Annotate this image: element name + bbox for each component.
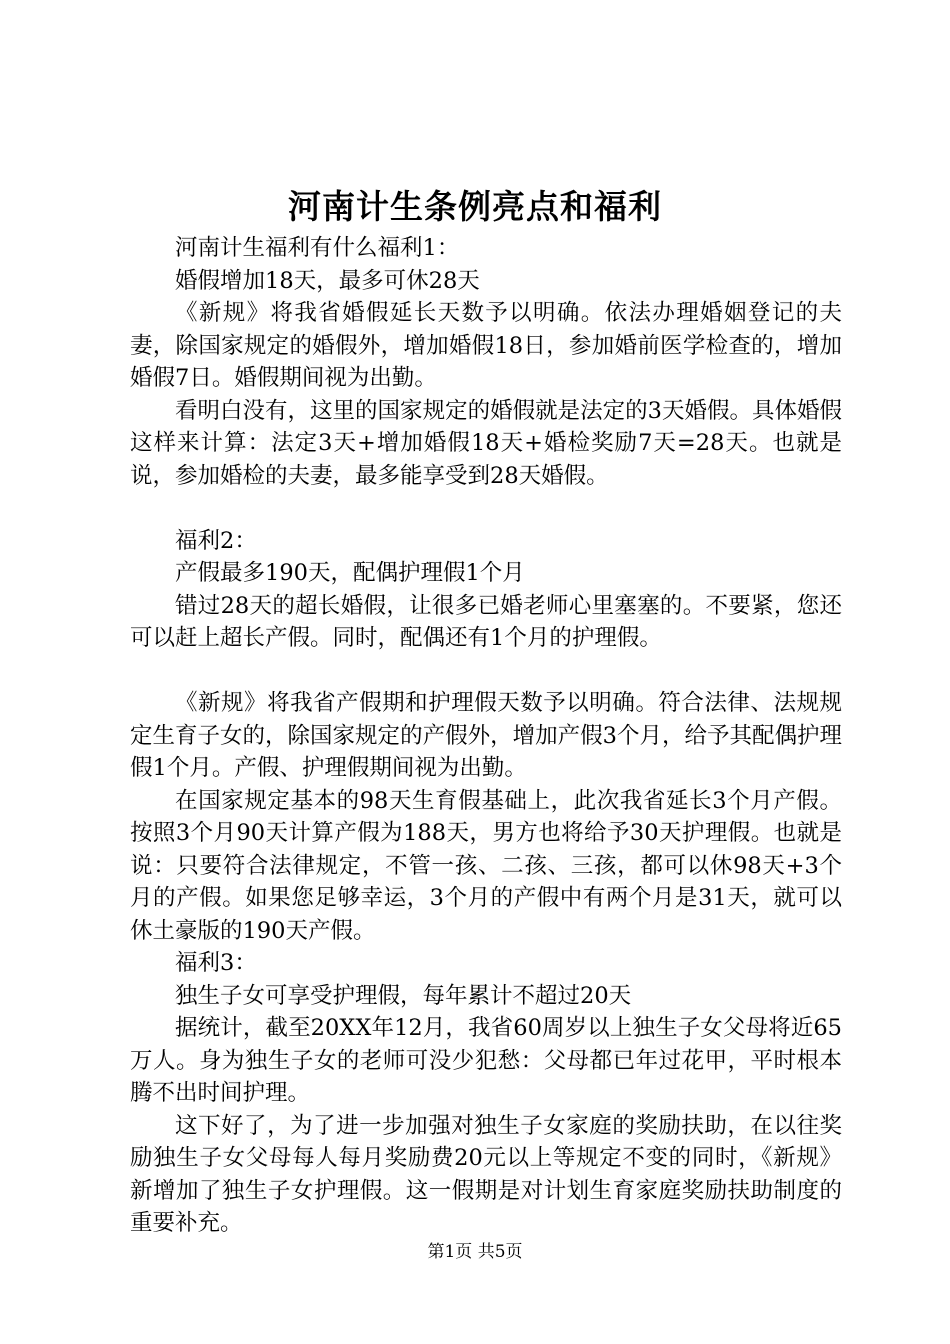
paragraph-benefit-2-heading: 福利2： [175,527,257,554]
paragraph: 看明白没有，这里的国家规定的婚假就是法定的3天婚假。具体婚假这样来计算：法定3天+增加婚假18天+婚检奖励7天=28天。也就是说，参加婚检的夫妻，最多能享受到28天婚假。 [130,397,842,489]
paragraph: 《新规》将我省婚假延长天数予以明确。依法办理婚姻登记的夫妻，除国家规定的婚假外，增加婚假18日，参加婚前医学检查的，增加婚假7日。婚假期间视为出勤。 [130,300,842,391]
paragraph-benefit-3-summary: 独生子女可享受护理假，每年累计不超过20天 [175,982,632,1009]
paragraph: 错过28天的超长婚假，让很多已婚老师心里塞塞的。不要紧，您还可以赶上超长产假。同时，配偶还有1个月的护理假。 [130,592,842,651]
document-title: 河南计生条例亮点和福利 [288,187,662,226]
paragraph: 据统计，截至20XX年12月，我省60周岁以上独生子女父母将近65万人。身为独生子女的老师可没少犯愁：父母都已年过花甲，平时根本腾不出时间护理。 [130,1015,842,1106]
paragraph-benefit-1-summary: 婚假增加18天，最多可休28天 [175,267,480,294]
paragraph: 《新规》将我省产假期和护理假天数予以明确。符合法律、法规规定生育子女的，除国家规定的产假外，增加产假3个月，给予其配偶护理假1个月。产假、护理假期间视为出勤。 [130,690,842,781]
document-body [130,232,842,1240]
paragraph: 这下好了，为了进一步加强对独生子女家庭的奖励扶助，在以往奖励独生子女父母每人每月奖励费20元以上等规定不变的同时，《新规》新增加了独生子女护理假。这一假期是对计划生育家庭奖励扶助制度的重要补充。 [130,1112,842,1236]
paragraph-benefit-1-heading: 河南计生福利有什么福利1： [175,235,460,261]
paragraph-benefit-2-summary: 产假最多190天，配偶护理假1个月 [175,560,525,586]
paragraph: 在国家规定基本的98天生育假基础上，此次我省延长3个月产假。按照3个月90天计算产假为188天，男方也将给予30天护理假。也就是说：只要符合法律规定，不管一孩、二孩、三孩，都可以休98天+3个月的产假。如果您足够幸运，3个月的产假中有两个月是31天，就可以休土豪版的190天产假。 [130,787,842,944]
page-number: 第1页 共5页 [427,1242,523,1262]
paragraph-benefit-3-heading: 福利3： [175,950,257,976]
